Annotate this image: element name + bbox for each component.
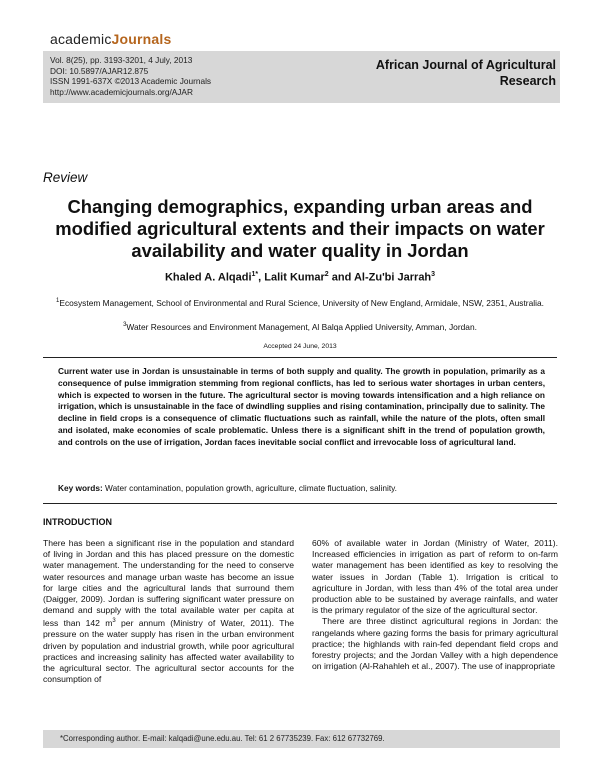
- publisher-logo-part1: academic: [50, 31, 112, 47]
- keywords-label: Key words:: [58, 483, 103, 493]
- section-heading: INTRODUCTION: [43, 517, 112, 527]
- article-type: Review: [43, 170, 88, 185]
- journal-name-line1: African Journal of Agricultural: [375, 58, 556, 72]
- issn-line: ISSN 1991-637X ©2013 Academic Journals: [50, 76, 212, 87]
- abstract: Current water use in Jordan is unsustainable in terms of both supply and quality. The growth in population, primarily as a consequence of pulse immigration stemming from regional conflicts, has led to serious water shortages in urban centers, which is expected to worsen in the future. The agricultural sector is moving towards intensification and a high reliance on irrigation, which is unsustainable in the face of dwindling supplies and rising contamination, principally due to salinity. The decline in field crops is a consequence of climatic fluctuations such as rainfall, while the nature of the plots, often small and isolated, make economies of scale problematic. Unless there is a significant shift in the trend of population growth, and controls on the use of irrigation, Jordan faces inevitable social conflict and irrevocable loss of agricultural land.: [58, 366, 545, 447]
- abstract-bottom-divider: [43, 503, 557, 504]
- paragraph-text: per annum (Ministry of Water, 2011). The pressure on the water supply has risen in the urban environment driven by population and industrial growth, while poor agricultural practices and increasing salinity has affected water availability to the agricultural sector. The agricultural sector accounts for the consumption of: [43, 618, 295, 685]
- affiliation-2: [45, 320, 555, 333]
- volume-line: Vol. 8(25), pp. 3193-3201, 4 July, 2013: [50, 55, 193, 65]
- author-separator: and: [328, 271, 354, 284]
- superscript: 3: [112, 618, 116, 625]
- author-affiliation-mark: 1*: [251, 271, 259, 278]
- affiliation-text: Water Resources and Environment Management, Al Balqa Applied University, Amman, Jordan.: [126, 321, 477, 332]
- author-affiliation-mark: 3: [431, 271, 436, 278]
- keywords: [58, 483, 545, 493]
- journal-metadata: [50, 55, 211, 97]
- journal-url[interactable]: http://www.academicjournals.org/AJAR: [50, 86, 193, 97]
- affiliation-1: [45, 296, 555, 309]
- keywords-text: Water contamination, population growth, agriculture, climate fluctuation, salinity.: [105, 483, 397, 493]
- author-name: Lalit Kumar: [264, 271, 325, 284]
- affiliation-text: Ecosystem Management, School of Environmental and Rural Science, University of New England, Armidale, NSW, 2351, Australia.: [59, 297, 544, 308]
- author-separator: ,: [258, 271, 265, 284]
- paragraph: There are three distinct agricultural regions in Jordan: the rangelands where gazing forms the basis for primary agricultural practice; the highlands with rain-fed dependant field crops and forestry projects; and the Jordan Valley with a high dependence on irrigation (Al-Rahahleh et al., 2007). The use of inappropriate: [312, 616, 558, 672]
- paragraph: [43, 538, 294, 686]
- author-name: Khaled A. Alqadi: [164, 271, 252, 284]
- affiliation-mark: 1: [56, 298, 60, 304]
- author-affiliation-mark: 2: [324, 271, 329, 278]
- author-name: Al-Zu'bi Jarrah: [353, 271, 432, 284]
- paragraph: 60% of available water in Jordan (Ministry of Water, 2011). Increased efficiencies in irrigation as part of reform to on-farm water management has been identified as key to resolving the water issues in Jordan (Table 1). Irrigation is critical to agriculture in Jordan, with less than 4% of the total area under production able to be sustained by average rainfalls, and water is the primary regulator of the size of the agricultural sector.: [312, 538, 558, 616]
- abstract-top-divider: [43, 357, 557, 358]
- publisher-logo: [50, 31, 171, 47]
- journal-name-line2: Research: [499, 74, 556, 88]
- body-column-left: [43, 538, 294, 686]
- doi-line: DOI: 10.5897/AJAR12.875: [50, 65, 149, 76]
- accepted-date: Accepted 24 June, 2013: [263, 343, 337, 350]
- corresponding-author-footnote: *Corresponding author. E-mail: kalqadi@une.edu.au. Tel: 61 2 67735239. Fax: 612 67732769.: [60, 734, 385, 743]
- article-title: Changing demographics, expanding urban areas and modified agricultural extents and their impacts on water availability and water quality in Jordan: [55, 196, 545, 261]
- body-column-right: [312, 538, 558, 672]
- author-list: [50, 271, 550, 284]
- affiliation-mark: 3: [123, 322, 127, 328]
- publisher-logo-part2: Journals: [111, 31, 172, 47]
- journal-name: [356, 57, 556, 89]
- paragraph-text: There has been a significant rise in the population and standard of living in Jordan and this has placed pressure on the domestic water management. The understanding for the need to conserve water resources and manage urban waste has become an issue for large cities and the agricultural lands that surround them (Daigger, 2009). Jordan is suffering significant water pressure on demand and supply with the total available water per capita at less than 142 m: [43, 538, 294, 629]
